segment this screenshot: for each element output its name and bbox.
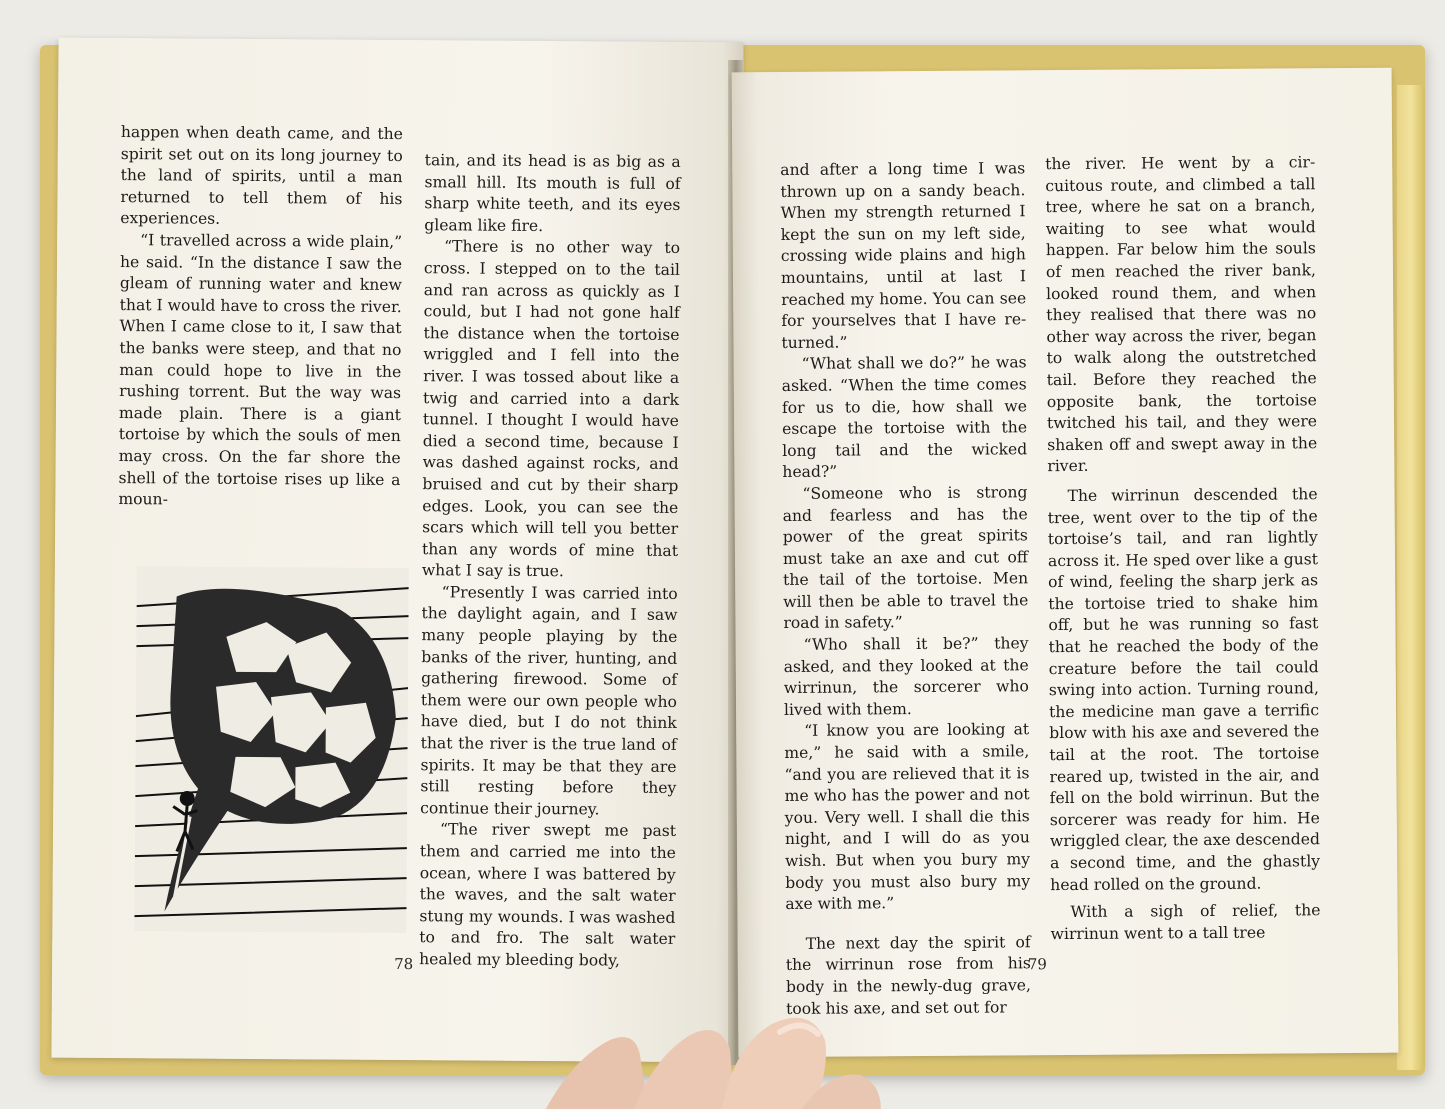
hand-holding-book: [540, 1000, 900, 1109]
left-page-column-1: [118, 122, 403, 513]
left-page-column-2: [419, 150, 681, 972]
page-number-right: 79: [1027, 955, 1047, 974]
paragraph: The wirrinun descended the tree, went over to the tip of the tortoise’s tail, and ran lightly across it. He sped over like a gust of wind, feeling the sharp jerk as the tortoise tried to shake him off, but he was running so fast that he reached the body of the creature before the tail could swing into action. Turning round, the medicine man gave a terrific blow with his axe and severed the tail at the root. The tortoise reared up, twisted in the air, and fell on the bold wirrinun. But the sorcerer was ready for him. He wriggled clear, the axe descended a second time, and the ghastly head rolled on the ground.: [1047, 485, 1321, 894]
right-page: [732, 68, 1399, 1058]
tortoise-illustration: [134, 566, 409, 933]
paragraph: “What shall we do?” he was asked. “When the time comes for us to die, how shall we escape the tortoise with the long tail and the wicked head?”: [781, 353, 1028, 482]
right-page-column-1: [780, 158, 1031, 1020]
paragraph: the river. He went by a cir-cuitous route, and climbed a tall tree, where he sat on a branch, waiting to see what would happen. Far below him the souls of men reached the river bank, looked round them, and when they realised that there was no other way across the river, began to walk along the outstretched tail. Before they reached the opposite bank, the tortoise twitched his tail, and they were shaken off and swept away in the river.: [1045, 153, 1318, 476]
paragraph: “I travelled across a wide plain,” he said. “In the distance I saw the gleam of running water and knew that I would have to cross the river. When I came close to it, I saw that the banks were steep, and that no man could hope to live in the rushing torrent. But the way was made plain. There is a giant tortoise by which the souls of men may cross. On the far shore the shell of the tortoise rises up like a moun-: [118, 231, 403, 509]
page-number-left: 78: [394, 954, 414, 974]
paragraph: The next day the spirit of the wirrinun rose from his body in the newly-dug grave, took his axe, and set out for: [785, 933, 1032, 1018]
paragraph: “Who shall it be?” they asked, and they looked at the wirrinun, the sorcerer who lived with them.: [783, 634, 1029, 719]
paragraph: “Presently I was carried into the daylight again, and I saw many people playing by the banks of the river, hunting, and gathering firewood. Some of them were our own people who have died, but I do not think that the river is the true land of spirits. It may be that they are still resting before they continue their journey.: [420, 583, 678, 819]
paragraph: With a sigh of relief, the wirrinun went to a tall tree: [1050, 901, 1321, 943]
paragraph: “Someone who is strong and fearless and has the power of the great spirits must take an axe and cut off the tail of the tortoise. Men will then be able to travel the road in safety.”: [782, 483, 1029, 633]
paragraph: “There is no other way to cross. I stepped on to the tail and ran across as quickly as I could, but I had not gone half the distance when the tortoise wriggled and I fell into the river. I was tossed about like a twig and carried into a dark tunnel. I thought I would have died a second time, because I was dashed against rocks, and bruised and cut by their sharp edges. Look, you can see the scars which will tell you better than any words of mine that what I say is true.: [421, 237, 681, 581]
paragraph: “I know you are looking at me,” he said with a smile, “and you are relieved that it is me who has the power and not you. Very well. I shall die this night, and I will do as you wish. But when you bury my body you must also bury my axe with me.”: [784, 720, 1031, 914]
paragraph: “The river swept me past them and carried me into the ocean, where I was battered by the waves, and the salt water stung my wounds. I was washed to and fro. The salt water healed my bleeding body,: [419, 820, 677, 970]
cover-edge: [1397, 85, 1425, 1070]
paragraph: tain, and its head is as big as a small hill. Its mouth is full of sharp white teeth, and its eyes gleam like fire.: [424, 151, 681, 235]
paragraph: and after a long time I was thrown up on a sandy beach. When my strength returned I kept the sun on my left side, crossing wide plains and high mountains, until at last I reached my home. You can see for yourselves that I have re-turned.”: [780, 159, 1027, 352]
right-page-column-2: [1045, 152, 1321, 945]
paragraph: happen when death came, and the spirit set out on its long journey to the land of spirits, until a man returned to tell them of his experiences.: [120, 123, 403, 229]
left-page: [51, 38, 743, 1063]
